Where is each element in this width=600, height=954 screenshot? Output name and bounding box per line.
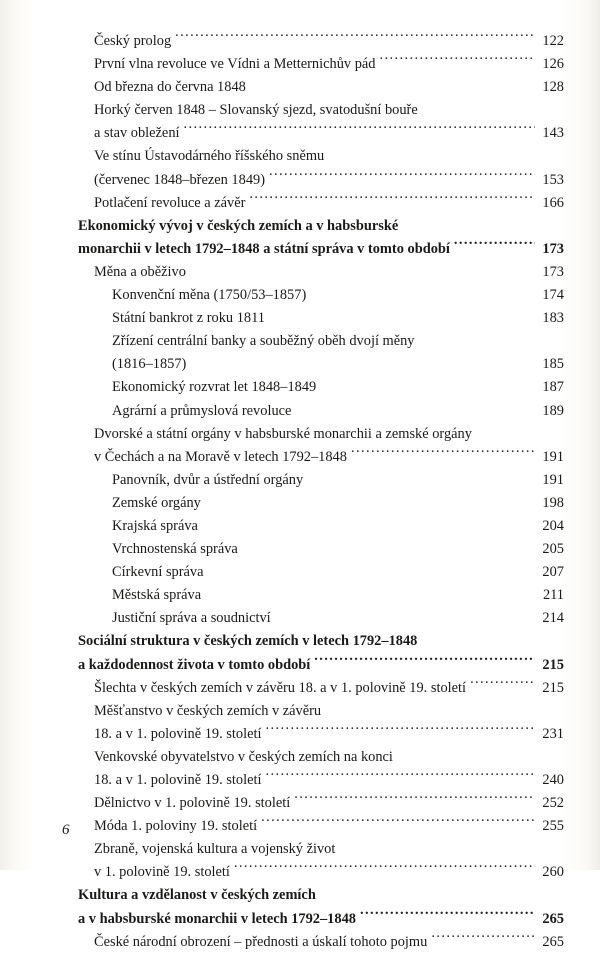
toc-leader-dots <box>339 839 535 853</box>
toc-entry[interactable] <box>78 376 564 399</box>
toc-entry[interactable] <box>78 76 564 99</box>
toc-entry[interactable] <box>78 469 564 492</box>
toc-entry-title: Sociální struktura v českých zemích v letech 1792–1848 <box>78 633 418 650</box>
toc-entry-title: Dělnictvo v 1. polovině 19. století <box>94 795 291 812</box>
toc-entry-page: 205 <box>542 541 564 558</box>
toc-leader-dots <box>454 238 535 252</box>
toc-entry-title: České národní obrození – přednosti a úskalí tohoto pojmu <box>94 933 428 950</box>
toc-entry[interactable] <box>78 908 564 931</box>
toc-leader-dots <box>379 54 535 68</box>
toc-entry[interactable] <box>78 792 564 815</box>
toc-leader-dots <box>190 354 535 368</box>
toc-entry[interactable] <box>78 284 564 307</box>
toc-entry-page: 265 <box>542 933 564 950</box>
toc-entry-title: a v habsburské monarchii v letech 1792–1848 <box>78 910 356 927</box>
toc-entry-title: První vlna revoluce ve Vídni a Metternichův pád <box>94 56 376 73</box>
toc-leader-dots <box>190 262 535 276</box>
toc-entry[interactable] <box>78 677 564 700</box>
toc-entry-title: a stav obležení <box>94 125 180 142</box>
toc-leader-dots <box>208 562 535 576</box>
toc-leader-dots <box>419 331 535 345</box>
toc-entry[interactable] <box>78 192 564 215</box>
toc-leader-dots <box>351 446 535 460</box>
toc-entry-title: a každodennost života v tomto období <box>78 656 311 673</box>
toc-leader-dots <box>205 492 535 506</box>
toc-entry[interactable] <box>78 353 564 376</box>
toc-leader-dots <box>294 793 535 807</box>
toc-entry[interactable] <box>78 700 564 723</box>
toc-entry-title: Zřízení centrální banky a souběžný oběh dvojí měny <box>112 333 415 350</box>
toc-leader-dots <box>202 516 535 530</box>
toc-leader-dots <box>269 169 535 183</box>
toc-entry-title: Móda 1. poloviny 19. století <box>94 818 258 835</box>
toc-entry-title: Český prolog <box>94 33 172 49</box>
toc-entry-page: 126 <box>542 56 564 73</box>
toc-entry[interactable] <box>78 815 564 838</box>
toc-leader-dots <box>470 677 535 691</box>
toc-leader-dots <box>184 123 535 137</box>
toc-entry-title: Agrární a průmyslová revoluce <box>112 402 292 419</box>
toc-entry-title: Měšťanstvo v českých zemích v závěru <box>94 702 322 719</box>
toc-entry-title: Měna a oběživo <box>94 263 186 280</box>
toc-entry-title: Potlačení revoluce a závěr <box>94 194 246 211</box>
toc-entry-title: Konvenční měna (1750/53–1857) <box>112 287 307 304</box>
toc-entry[interactable] <box>78 607 564 630</box>
toc-entry[interactable] <box>78 261 564 284</box>
toc-leader-dots <box>242 539 535 553</box>
toc-entry-title: Panovník, dvůr a ústřední orgány <box>112 471 304 488</box>
toc-entry-page: 187 <box>542 379 564 396</box>
toc-leader-dots <box>397 747 535 761</box>
toc-entry[interactable] <box>78 723 564 746</box>
toc-entry-title: v 1. polovině 19. století <box>94 864 230 881</box>
toc-leader-dots <box>431 931 535 945</box>
toc-entry-title: 18. a v 1. polovině 19. století <box>94 725 262 742</box>
toc-entry-page: 173 <box>542 263 564 280</box>
toc-entry[interactable] <box>78 30 564 53</box>
toc-entry-page: 174 <box>542 287 564 304</box>
toc-entry[interactable] <box>78 861 564 884</box>
toc-leader-dots <box>310 285 535 299</box>
toc-entry[interactable] <box>78 53 564 76</box>
toc-entry-title: Ve stínu Ústavodárného říšského sněmu <box>94 148 325 165</box>
toc-leader-dots <box>325 700 535 714</box>
toc-entry-page: 214 <box>542 610 564 627</box>
toc-entry[interactable] <box>78 746 564 769</box>
toc-entry-title: 18. a v 1. polovině 19. století <box>94 772 262 788</box>
toc-entry[interactable] <box>78 215 564 238</box>
toc-entry[interactable] <box>78 169 564 192</box>
toc-leader-dots <box>265 723 535 737</box>
toc-entry[interactable] <box>78 538 564 561</box>
toc-leader-dots <box>422 100 535 114</box>
toc-entry[interactable] <box>78 884 564 907</box>
toc-entry-page: 191 <box>542 471 564 488</box>
toc-entry[interactable] <box>78 931 564 954</box>
toc-entry-title: Zemské orgány <box>112 494 201 511</box>
toc-leader-dots <box>307 469 535 483</box>
toc-entry-page: 240 <box>542 772 564 788</box>
toc-leader-dots <box>476 423 535 437</box>
toc-entry[interactable] <box>78 400 564 423</box>
toc-entry-page: 122 <box>542 33 564 49</box>
toc-entry-page: 211 <box>542 587 564 604</box>
toc-entry[interactable] <box>78 515 564 538</box>
toc-leader-dots <box>421 631 535 645</box>
toc-leader-dots <box>402 215 535 229</box>
toc-entry-page: 198 <box>542 494 564 511</box>
toc-entry-page: 255 <box>542 818 564 835</box>
toc-entry[interactable] <box>78 630 564 653</box>
toc-entry[interactable] <box>78 584 564 607</box>
toc-entry-title: Ekonomický rozvrat let 1848–1849 <box>112 379 317 396</box>
toc-entry-title: Vrchnostenská správa <box>112 541 238 558</box>
toc-entry-page: 265 <box>542 910 564 927</box>
toc-entry-title: Kultura a vzdělanost v českých zemích <box>78 887 316 904</box>
toc-entry-title: Krajská správa <box>112 517 198 534</box>
page-number: 6 <box>62 822 70 838</box>
toc-entry[interactable] <box>78 561 564 584</box>
toc-entry[interactable] <box>78 423 564 446</box>
toc-entry[interactable] <box>78 307 564 330</box>
table-of-contents <box>78 30 564 954</box>
toc-entry-title: Ekonomický vývoj v českých zemích a v habsburské <box>78 217 399 234</box>
toc-entry[interactable] <box>78 145 564 168</box>
toc-entry-title: Státní bankrot z roku 1811 <box>112 310 265 327</box>
toc-entry[interactable] <box>78 446 564 469</box>
toc-entry-page: 204 <box>542 517 564 534</box>
toc-entry-page: 128 <box>542 79 564 96</box>
toc-leader-dots <box>205 585 535 599</box>
toc-entry-page: 166 <box>542 194 564 211</box>
toc-entry-page: 207 <box>542 564 564 581</box>
toc-entry[interactable] <box>78 838 564 861</box>
toc-entry-title: Horký červen 1848 – Slovanský sjezd, svatodušní bouře <box>94 102 418 119</box>
toc-leader-dots <box>250 77 535 91</box>
toc-leader-dots <box>249 192 535 206</box>
toc-entry[interactable] <box>78 122 564 145</box>
toc-leader-dots <box>275 608 535 622</box>
toc-entry[interactable] <box>78 492 564 515</box>
toc-entry-title: v Čechách a na Moravě v letech 1792–1848 <box>94 448 347 465</box>
toc-leader-dots <box>234 862 535 876</box>
toc-entry-title: Církevní správa <box>112 564 204 581</box>
toc-leader-dots <box>175 31 535 45</box>
toc-entry-page: 183 <box>542 310 564 327</box>
toc-entry-page: 189 <box>542 402 564 419</box>
toc-leader-dots <box>320 885 535 899</box>
toc-entry[interactable] <box>78 654 564 677</box>
toc-entry-title: (červenec 1848–březen 1849) <box>94 171 266 188</box>
toc-leader-dots <box>265 770 535 784</box>
toc-entry-page: 173 <box>542 240 564 257</box>
toc-entry-page: 252 <box>542 795 564 812</box>
toc-entry-title: Od března do června 1848 <box>94 79 246 96</box>
toc-entry-title: (1816–1857) <box>112 356 187 373</box>
toc-leader-dots <box>269 308 535 322</box>
toc-entry[interactable] <box>78 238 564 261</box>
toc-leader-dots <box>314 654 535 668</box>
toc-entry-title: Šlechta v českých zemích v závěru 18. a v 1. polovině 19. století <box>94 679 467 696</box>
toc-entry-title: Venkovské obyvatelstvo v českých zemích na konci <box>94 748 393 765</box>
toc-entry-page: 215 <box>542 656 564 673</box>
toc-entry-page: 191 <box>542 448 564 465</box>
toc-entry-title: Justiční správa a soudnictví <box>112 610 271 627</box>
toc-leader-dots <box>261 816 535 830</box>
toc-entry[interactable] <box>78 330 564 353</box>
toc-entry-page: 185 <box>542 356 564 373</box>
toc-leader-dots <box>328 146 535 160</box>
toc-leader-dots <box>360 908 535 922</box>
toc-entry-title: Zbraně, vojenská kultura a vojenský život <box>94 841 336 858</box>
toc-entry-page: 153 <box>542 171 564 188</box>
toc-entry-page: 231 <box>542 725 564 742</box>
toc-leader-dots <box>320 377 535 391</box>
toc-entry-page: 215 <box>542 679 564 696</box>
toc-entry-title: Dvorské a státní orgány v habsburské monarchii a zemské orgány <box>94 425 472 442</box>
toc-entry-title: Městská správa <box>112 587 202 604</box>
toc-entry[interactable] <box>78 769 564 792</box>
toc-entry-page: 143 <box>542 125 564 142</box>
toc-entry-title: monarchii v letech 1792–1848 a státní správa v tomto období <box>78 240 450 257</box>
toc-entry-page: 260 <box>542 864 564 881</box>
toc-leader-dots <box>295 400 535 414</box>
toc-entry[interactable] <box>78 99 564 122</box>
